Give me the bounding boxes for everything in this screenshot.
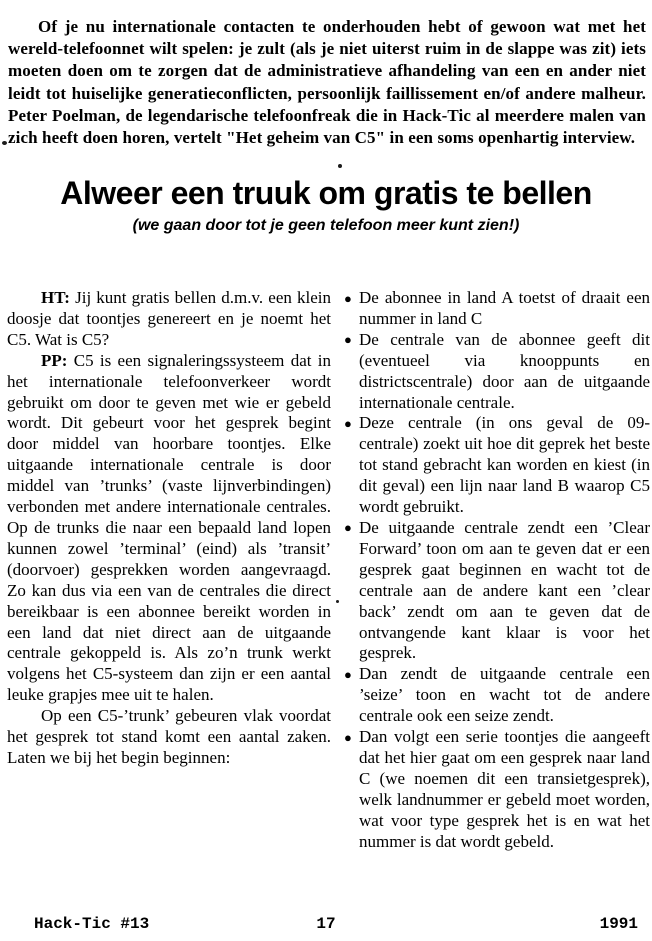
right-column bbox=[344, 288, 650, 852]
list-item-text: Dan volgt een serie toontjes die aangeeft dat het hier gaat om een gesprek naar land C (we noemen dit een transietgesprek), welk landnummer er gebeld moet worden, wat voor type gesprek het is en wat het nummer is dat wordt gebeld. bbox=[359, 727, 650, 851]
list-item-text: Deze centrale (in ons geval de 09-centrale) zoekt uit hoe dit geprek het beste tot stand gebracht kan worden en kiest (in dit geval) een lijn naar land B waarop C5 wordt gebruikt. bbox=[359, 413, 650, 517]
list-item-text: Dan zendt de uitgaande centrale een ’seize’ toon en wacht tot de andere centrale ook een seize zendt. bbox=[359, 664, 650, 726]
paragraph-text: Op een C5-’trunk’ gebeuren vlak voordat het gesprek tot stand komt een aantal zaken. Laten we bij het begin beginnen: bbox=[7, 706, 331, 767]
body-paragraph bbox=[7, 706, 331, 769]
footer-publication: Hack-Tic #13 bbox=[34, 915, 150, 933]
list-item bbox=[344, 413, 650, 518]
paragraph-text: C5 is een signaleringssysteem dat in het internationale telefoonverkeer wordt gebruikt om door te geven met wie er gebeld wordt. Dit gebeurt voor het gesprek begint door middel van hoorbare toontjes. Elke uitgaande internationale centrale is door middel van ’trunks’ (vaste lijnverbindingen) verbonden met andere internationale centrales. Op de trunks die naar een bepaald land lopen kunnen zowel ’terminal’ (eind) als ’transit’ (doorvoer) gesprekken worden aangevraagd. Zo kan dus via een van de centrales die direct bereikbaar is een abonnee bereikt worden in een land dat niet direct aan de uitgaande centrale gekoppeld is. Als zo’n trunk werkt volgens het C5-systeem dan zijn er een aantal leuke grapjes mee uit te halen. bbox=[7, 350, 331, 705]
bullet-icon: ● bbox=[344, 666, 352, 682]
intro-paragraph: Of je nu internationale contacten te onderhouden hebt of gewoon wat met het wereld-telefoonnet wilt spelen: je zult (als je niet uiterst ruim in de slappe was zit) iets moeten doen om te zorgen dat de administratieve afhandeling van een en ander niet leidt tot huiselijke generatieconflicten, persoonlijk faillissement en/of andere malheur. Peter Poelman, de legendarische telefoonfreak die in Hack-Tic al meerdere malen van zich heeft doen horen, vertelt "Het geheim van C5" in een soms openhartig interview. bbox=[8, 17, 646, 148]
paragraph-text: Jij kunt gratis bellen d.m.v. een klein doosje dat toontjes genereert en je noemt het C5. Wat is C5? bbox=[7, 288, 331, 349]
bullet-icon: ● bbox=[344, 332, 352, 348]
bullet-icon: ● bbox=[344, 729, 352, 745]
qa-paragraph bbox=[7, 351, 331, 706]
left-column bbox=[7, 288, 331, 852]
speaker-label: HT: bbox=[41, 288, 70, 307]
scan-speck bbox=[338, 164, 342, 168]
speaker-label: PP: bbox=[41, 350, 68, 370]
scan-speck bbox=[2, 141, 7, 145]
list-item-text: De abonnee in land A toetst of draait een nummer in land C bbox=[359, 288, 650, 328]
list-item bbox=[344, 518, 650, 664]
list-item bbox=[344, 727, 650, 852]
bullet-icon: ● bbox=[344, 290, 352, 306]
footer-year: 1991 bbox=[599, 915, 638, 933]
list-item-text: De centrale van de abonnee geeft dit (eventueel via knooppunts en districtscentrale) door aan de uitgaande internationale centrale. bbox=[359, 329, 650, 412]
bullet-icon: ● bbox=[344, 520, 352, 536]
article-body bbox=[7, 288, 650, 852]
footer-page-number: 17 bbox=[316, 915, 336, 933]
bullet-icon: ● bbox=[344, 415, 352, 431]
list-item-text: De uitgaande centrale zendt een ’Clear Forward’ toon om aan te geven dat er een gesprek gaat beginnen en wacht tot de centrale aan de andere kant een ’clear back’ zendt om aan te geven dat de ontvangende kant klaar is voor het gesprek. bbox=[359, 517, 650, 663]
list-item bbox=[344, 288, 650, 330]
page-footer bbox=[0, 915, 652, 935]
qa-paragraph bbox=[7, 288, 331, 351]
list-item bbox=[344, 664, 650, 727]
list-item bbox=[344, 330, 650, 414]
article-subtitle: (we gaan door tot je geen telefoon meer kunt zien!) bbox=[132, 217, 520, 234]
article-title: Alweer een truuk om gratis te bellen bbox=[60, 175, 592, 211]
